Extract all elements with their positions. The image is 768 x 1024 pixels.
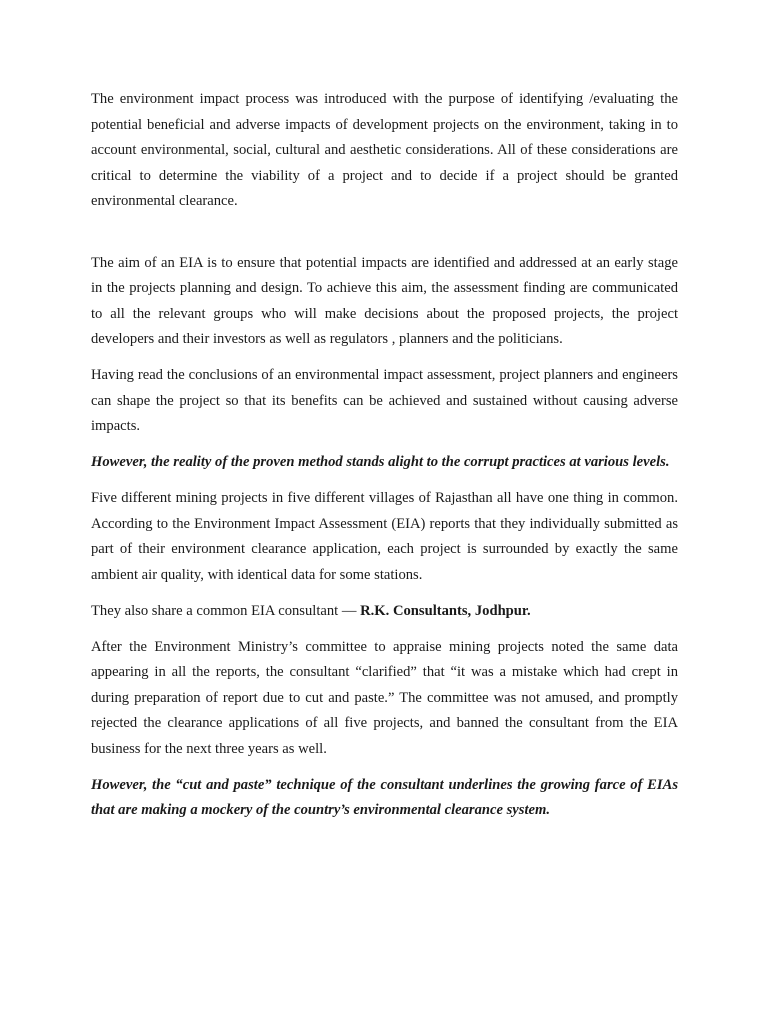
document-body (91, 87, 678, 834)
paragraph-rajasthan-mining: Five different mining projects in five different villages of Rajasthan all have one thing in common. According to the Environment Impact Assessment (EIA) reports that they individually submitted as part of their environment clearance application, each project is surrounded by exactly the same ambient air quality, with identical data for some stations. (91, 490, 678, 583)
paragraph-common-consultant (91, 599, 678, 625)
paragraph-committee-rejection: After the Environment Ministry’s committee to appraise mining projects noted the same data appearing in all the reports, the consultant “clarified” that “it was a mistake which had crept in during preparation of report due to cut and paste.” The committee was not amused, and promptly rejected the clearance applications of all five projects, and banned the consultant from the EIA business for the next three years as well. (91, 638, 678, 757)
paragraph-cut-and-paste-farce: However, the “cut and paste” technique of the consultant underlines the growing farce of EIAs that are making a mockery of the country’s environmental clearance system. (91, 776, 678, 818)
consultant-intro-text: They also share a common EIA consultant — (91, 602, 361, 619)
consultant-name: R.K. Consultants, Jodhpur. (360, 602, 531, 619)
paragraph-corrupt-practices: However, the reality of the proven method stands alight to the corrupt practices at various levels. (91, 454, 670, 470)
paragraph-eia-conclusions: Having read the conclusions of an environmental impact assessment, project planners and engineers can shape the project so that its benefits can be achieved and sustained without causing adverse impacts. (91, 367, 678, 434)
paragraph-eia-purpose: The environment impact process was introduced with the purpose of identifying /evaluating the potential beneficial and adverse impacts of development projects on the environment, taking in to account environmental, social, cultural and aesthetic considerations. All of these considerations are critical to determine the viability of a project and to decide if a project should be granted environmental clearance. (91, 91, 678, 209)
paragraph-eia-aim: The aim of an EIA is to ensure that potential impacts are identified and addressed at an early stage in the projects planning and design. To achieve this aim, the assessment finding are communicated to all the relevant groups who will make decisions about the proposed projects, the project developers and their investors as well as regulators , planners and the politicians. (91, 254, 678, 347)
